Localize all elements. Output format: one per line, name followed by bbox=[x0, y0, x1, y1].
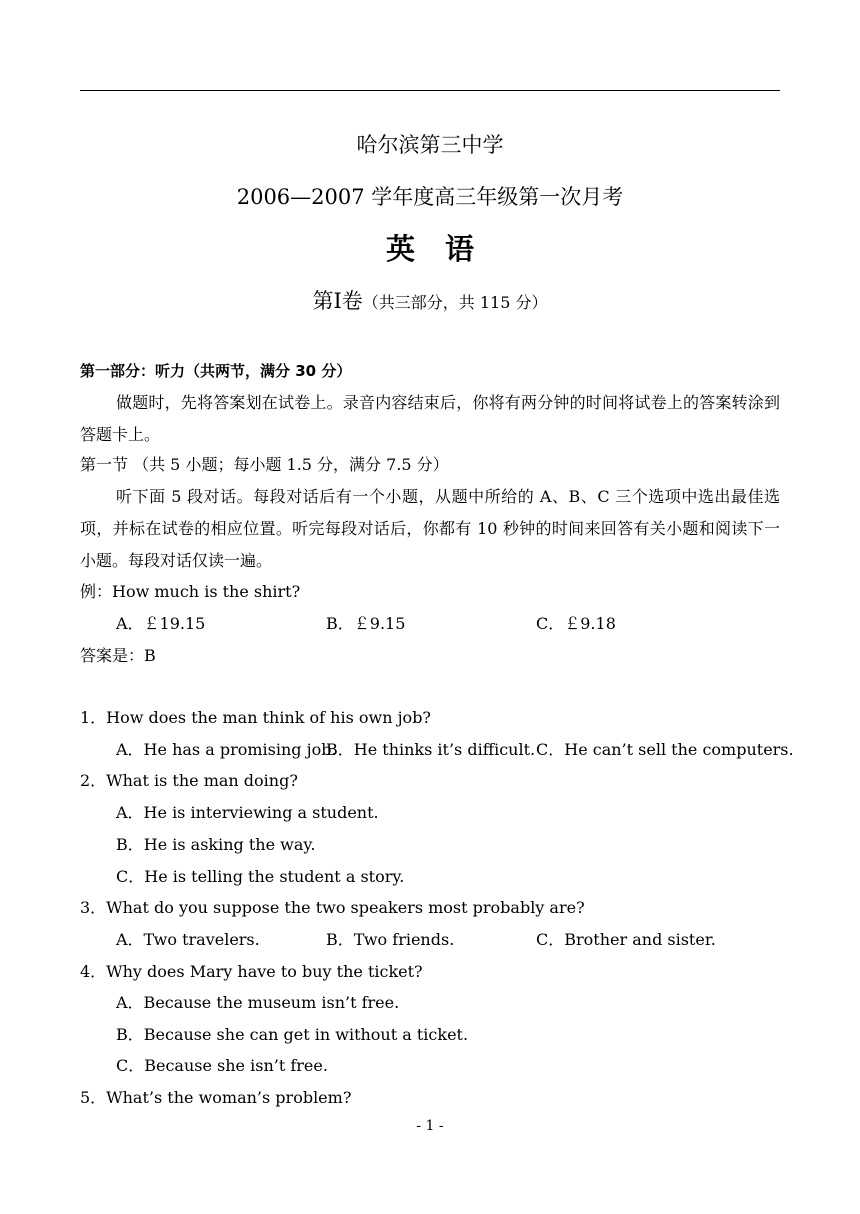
question-5-stem: 5．What’s the woman’s problem? bbox=[80, 1088, 352, 1107]
header-rule bbox=[80, 90, 780, 91]
question-3-option-b: B．Two friends. bbox=[326, 930, 455, 949]
school-name: 哈尔滨第三中学 bbox=[356, 133, 504, 157]
question-2-option-b: B．He is asking the way. bbox=[116, 835, 316, 854]
volume-label: 第Ⅰ卷 bbox=[312, 289, 363, 313]
example-option-c: C．￡9.18 bbox=[536, 614, 616, 633]
question-2-option-c: C．He is telling the student a story. bbox=[116, 867, 405, 886]
part1-intro: 做题时，先将答案划在试卷上。录音内容结束后，你将有两分钟的时间将试卷上的答案转涂到答题卡上。 bbox=[80, 393, 780, 444]
exam-title: 2006—2007 学年度高三年级第一次月考 bbox=[236, 185, 624, 209]
example-option-a: A．￡19.15 bbox=[116, 614, 206, 633]
question-4-option-a: A．Because the museum isn’t free. bbox=[116, 993, 400, 1012]
page-number: - 1 - bbox=[416, 1118, 444, 1134]
question-4-option-c: C．Because she isn’t free. bbox=[116, 1056, 328, 1075]
question-1-option-b: B．He thinks it’s difficult. bbox=[326, 740, 536, 759]
example-question: 例：How much is the shirt? bbox=[80, 582, 301, 601]
question-1-option-a: A．He has a promising job. bbox=[116, 740, 337, 759]
example-answer: 答案是：B bbox=[80, 646, 156, 665]
volume-title bbox=[0, 288, 860, 316]
question-4-option-b: B．Because she can get in without a ticket. bbox=[116, 1025, 469, 1044]
question-1-option-c: C．He can’t sell the computers. bbox=[536, 740, 794, 759]
subject-title: 英语 bbox=[385, 232, 504, 266]
question-4-stem: 4．Why does Mary have to buy the ticket? bbox=[80, 962, 423, 981]
part1-title: 第一部分：听力（共两节，满分 30 分） bbox=[80, 362, 352, 380]
section1-title: 第一节 （共 5 小题；每小题 1.5 分，满分 7.5 分） bbox=[80, 455, 449, 474]
question-1-stem: 1．How does the man think of his own job? bbox=[80, 708, 432, 727]
question-2-stem: 2．What is the man doing? bbox=[80, 771, 298, 790]
question-3-option-a: A．Two travelers. bbox=[116, 930, 260, 949]
section1-intro: 听下面 5 段对话。每段对话后有一个小题，从题中所给的 A、B、C 三个选项中选出最佳选项，并标在试卷的相应位置。听完每段对话后，你都有 10 秒钟的时间来回答有关小题和阅读下一小题。每段对话仅读一遍。 bbox=[80, 487, 780, 570]
question-2-option-a: A．He is interviewing a student. bbox=[116, 803, 379, 822]
example-option-b: B．￡9.15 bbox=[326, 614, 406, 633]
question-3-option-c: C．Brother and sister. bbox=[536, 930, 716, 949]
volume-note: （共三部分，共 115 分） bbox=[362, 293, 548, 312]
question-3-stem: 3．What do you suppose the two speakers most probably are? bbox=[80, 898, 585, 917]
